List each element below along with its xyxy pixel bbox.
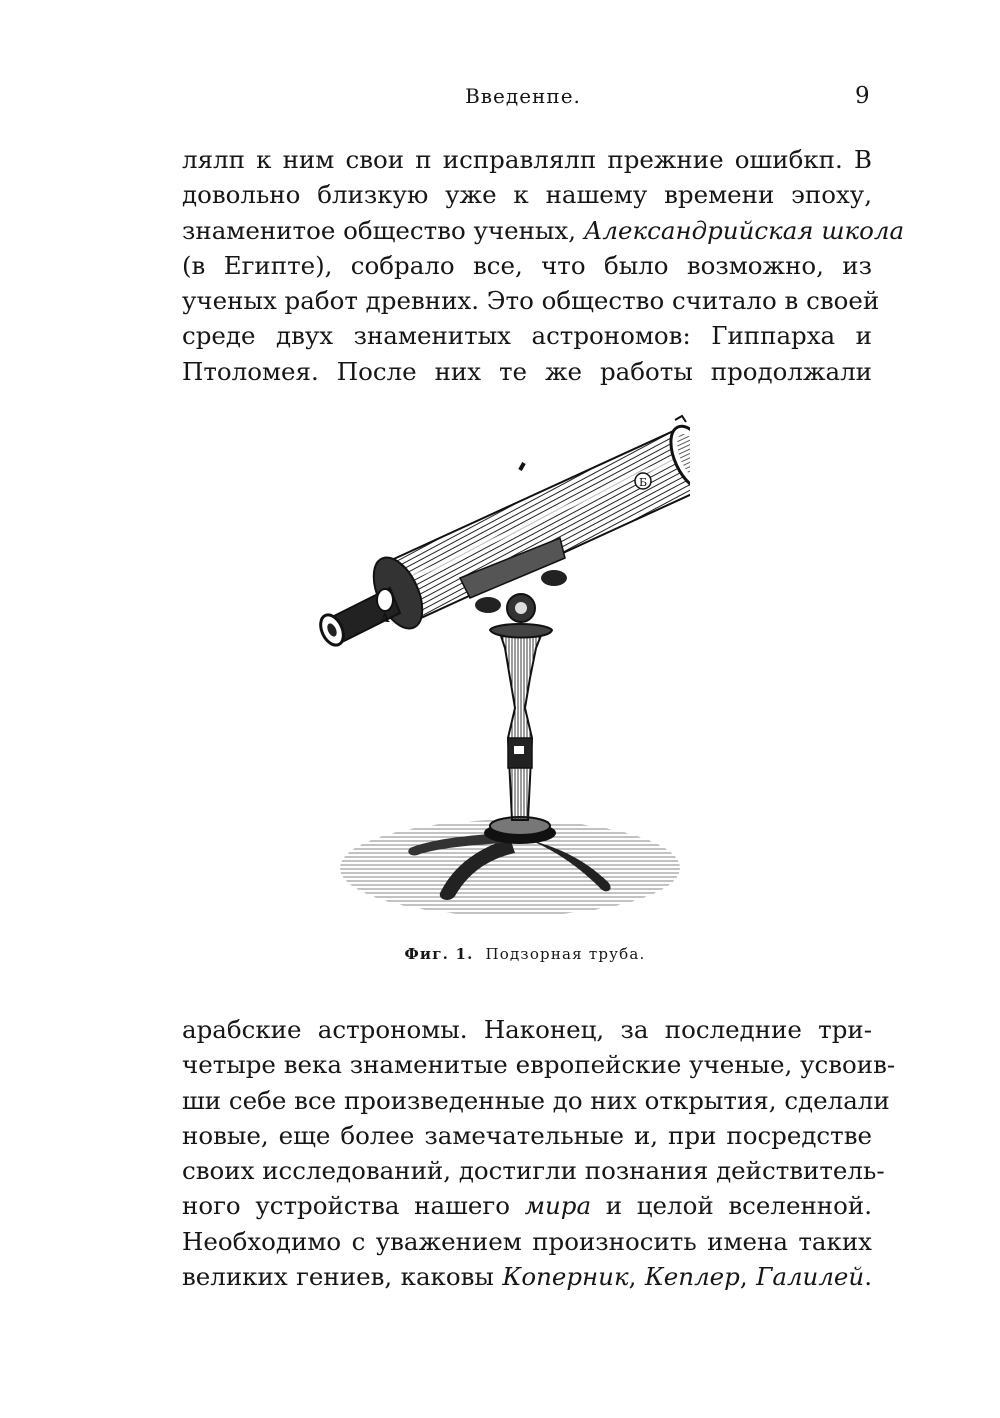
text-line: великих гениев, каковы Коперник, Кеплер, Галилей. xyxy=(182,1262,873,1292)
text-line: новые, еще более замечательные и, при посредстве xyxy=(182,1120,872,1150)
text-line: арабские астрономы. Наконец, за последние три- xyxy=(182,1015,872,1044)
telescope-engraving xyxy=(310,408,690,928)
italic-term: Александрийская школа xyxy=(583,215,905,245)
text-line: своих исследований, достигли познания действитель- xyxy=(182,1156,885,1186)
text-line: лялп к ним свои п исправлялп прежние ошибкп. В xyxy=(182,145,872,174)
text-line: Птоломея. После них те же работы продолжали xyxy=(182,356,872,386)
header-title: Введенпе. xyxy=(465,84,581,108)
text-line: знаменитое общество ученых, Александрийская школа xyxy=(182,215,905,245)
text-line: ученых работ древних. Это общество считало в своей xyxy=(182,286,880,316)
paragraph-2 xyxy=(182,1012,896,1294)
page-number: 9 xyxy=(855,83,870,109)
text-line: Необходимо с уважением произносить имена таких xyxy=(182,1226,872,1256)
figure-caption xyxy=(0,945,1000,963)
italic-term: Галилей xyxy=(756,1262,865,1292)
label-a: А xyxy=(380,611,390,625)
text-line: ного устройства нашего мира и целой вселенной. xyxy=(182,1191,872,1221)
italic-term: мира xyxy=(524,1191,592,1221)
figure-number: Фиг. 1. xyxy=(404,945,474,963)
label-b: Б xyxy=(639,476,648,489)
text-line: четыре века знаменитые европейские ученые, усвоив- xyxy=(182,1050,896,1080)
text-line: (в Египте), собрало все, что было возможно, из xyxy=(182,250,872,280)
text-line: среде двух знаменитых астрономов: Гиппарха и xyxy=(182,321,872,351)
text-line: ши себе все произведенные до них открытия, сделали xyxy=(182,1085,890,1115)
figure-title: Подзорная труба. xyxy=(485,945,646,963)
italic-term: Коперник xyxy=(502,1262,629,1292)
text-line: довольно близкую уже к нашему времени эпоху, xyxy=(182,180,872,210)
italic-term: Кеплер xyxy=(644,1262,740,1292)
telescope-illustration xyxy=(310,408,690,928)
paragraph-1 xyxy=(182,142,905,389)
